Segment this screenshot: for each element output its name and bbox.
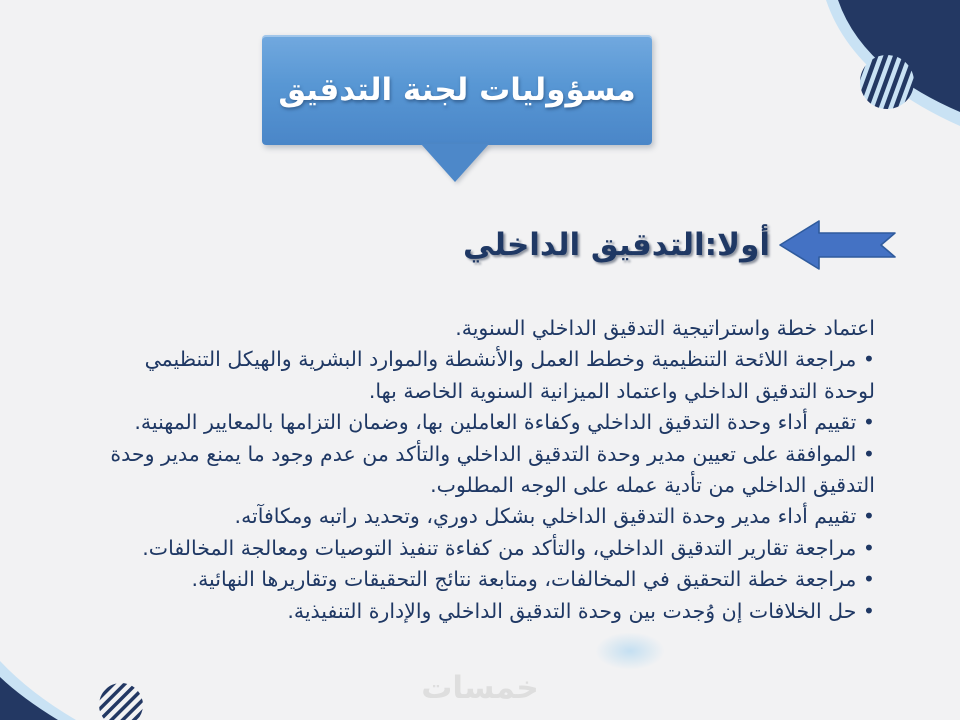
banner-tail-pointer (421, 144, 489, 182)
bullet-list (50, 313, 875, 627)
light-blue-band (0, 661, 76, 720)
slide-title: مسؤوليات لجنة التدقيق (278, 72, 636, 108)
striped-circle-icon (99, 683, 143, 720)
watermark-logo-swirl (595, 632, 665, 670)
corner-decoration-top-right (760, 0, 960, 160)
title-banner (262, 35, 652, 145)
navy-blob (838, 0, 960, 112)
section-heading-row (463, 218, 898, 272)
section-heading: أولا:التدقيق الداخلي (462, 227, 770, 263)
list-item: لوحدة التدقيق الداخلي واعتماد الميزانية السنوية الخاصة بها. (368, 378, 875, 403)
light-blue-band (826, 0, 960, 126)
navy-blob (0, 677, 58, 720)
watermark-text: خمسات (421, 670, 539, 706)
list-item: • تقييم أداء مدير وحدة التدقيق الداخلي بشكل دوري، وتحديد راتبه ومكافآته. (234, 504, 875, 529)
list-item: التدقيق الداخلي من تأدية عمله على الوجه المطلوب. (430, 473, 875, 498)
striped-circle-icon (860, 55, 914, 109)
list-item: اعتماد خطة واستراتيجية التدقيق الداخلي السنوية. (455, 316, 875, 340)
list-item: • مراجعة اللائحة التنظيمية وخطط العمل والأنشطة والموارد البشرية والهيكل التنظيمي (144, 347, 875, 372)
list-item: • حل الخلافات إن وُجدت بين وحدة التدقيق الداخلي والإدارة التنفيذية. (287, 598, 875, 623)
list-item: • مراجعة خطة التحقيق في المخالفات، ومتابعة نتائج التحقيقات وتقاريرها النهائية. (191, 567, 875, 592)
list-item: • تقييم أداء وحدة التدقيق الداخلي وكفاءة العاملين بها، وضمان التزامها بالمعايير المهنية. (134, 410, 875, 435)
list-item: • الموافقة على تعيين مدير وحدة التدقيق الداخلي والتأكد من عدم وجود ما يمنع مدير وحدة (110, 441, 875, 466)
left-arrow-icon (778, 218, 898, 272)
list-item: • مراجعة تقارير التدقيق الداخلي، والتأكد من كفاءة تنفيذ التوصيات ومعالجة المخالفات. (142, 535, 875, 560)
